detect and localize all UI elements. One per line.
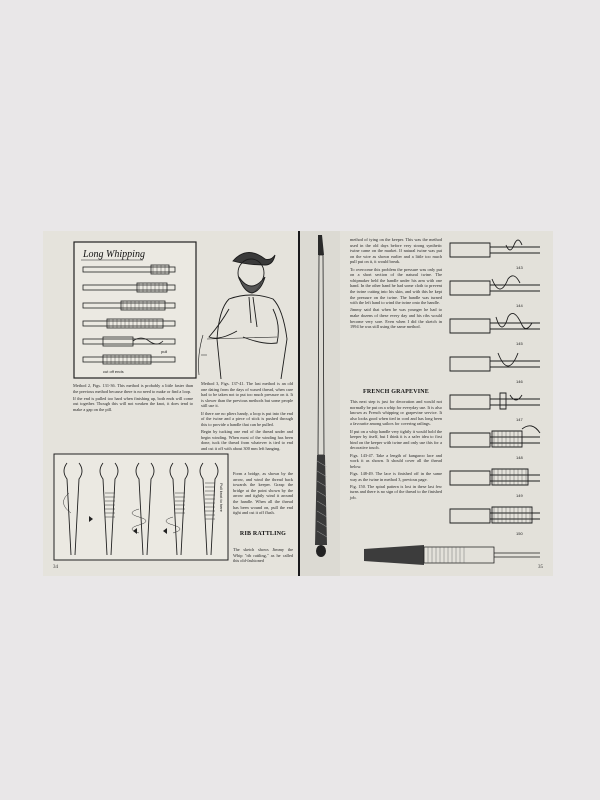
rib-rattling-heading: RIB RATTLING xyxy=(239,531,287,537)
fig-number-145: 145 xyxy=(516,341,523,346)
fig-number-148: 148 xyxy=(516,455,523,460)
figs-paragraph-c: Fig. 150. The spiral pattern is lost in these last few turns and there is no sign of the thread to the finished job. xyxy=(350,483,442,500)
right-paragraph-top: method of tying on the keeper. This was the method used in the old days before very strong synthetic twine came on the market. If natural twine was put on the wire as shown earlier and a little too much pull put on it, it would break. xyxy=(350,237,442,265)
pull-label: pull xyxy=(161,349,168,354)
method3-text xyxy=(201,381,293,453)
fig-number-150: 150 xyxy=(516,531,523,536)
method3-paragraph: Method 3, Figs. 137-41. The last method is an old one dating from the days of waxed thread, when care had to be taken not to put too much pressure on it. It is slower than the previous methods but some people still use it. xyxy=(201,381,293,409)
whipping-stages-illustration xyxy=(53,453,229,561)
method3-paragraph-c: Begin by tucking one end of the thread under and begin winding. When most of the winding has been done, tuck the thread from whatever is tied to end and cut it off with about 300 mm left hanging. xyxy=(201,428,293,451)
pull-knot-label: Pull knot to here xyxy=(219,483,224,512)
box-caption: cut off ends xyxy=(103,369,124,374)
fig-number-146: 146 xyxy=(516,379,523,384)
method2-paragraph: Method 2, Figs. 131-36. This method is probably a little faster than the previous method because there is no need to make or find a loop. xyxy=(73,383,193,394)
method2-text xyxy=(73,383,193,414)
method3-text-d xyxy=(233,471,293,517)
french-grapevine-heading: FRENCH GRAPEVINE xyxy=(362,389,430,395)
rib-rattling-text xyxy=(233,547,293,565)
method3-paragraph-d: Form a bridge, as shown by the arrow, and wind the thread back towards the keeper. Grasp the bridge at the point shown by the arrow and tightly wind it around the handle. When all the thread has been wound on, pull the end tight and cut it off flush. xyxy=(233,471,293,516)
book-spread xyxy=(43,231,553,576)
method2-paragraph-b: If the end is pulled too hard when finishing up, both ends will come out together. Though this will not weaken the knot, it does tend to make a gap on the pill. xyxy=(73,395,193,412)
french-paragraph-b: If put on a whip handle very tightly it would hold the keeper by itself, but I think it is a safer idea to first bind on the keeper with twine and only use this for a decorative touch. xyxy=(350,428,442,451)
fig-number-149: 149 xyxy=(516,493,523,498)
figs-paragraph: Figs. 143-47. Take a length of kangaroo lace and work it as shown. It should cover all the thread below. xyxy=(350,452,442,469)
fig-number-144: 144 xyxy=(516,303,523,308)
french-paragraph: This next step is just for decoration and would not normally be put on a whip for everyday use. It is also known as French whipping or grapevine service. It also looks good when tied in cord and has long been a favourite among sailors for covering railings. xyxy=(350,399,442,427)
figs-paragraph-b: Figs. 148-49. The lace is finished off in the same way as the twine in method 3, previous page. xyxy=(350,470,442,482)
fig-number-143: 143 xyxy=(516,265,523,270)
right-paragraph-overcome: To overcome this problem the pressure was only put on a short section of the natural twine. The whipmaker held the handle under his arm with one hand. In the other hand he had some cloth to prevent the twine cutting into his skin, and with this he kept the pressure on the twine. The handle was turned with the left hand to wind the twine onto the handle. xyxy=(350,266,442,306)
method3-paragraph-b: If there are no pliers handy, a loop is put into the end of the twine and a piece of stick is pushed through this to provide a handle that can be pulled. xyxy=(201,410,293,427)
fig-number-147: 147 xyxy=(516,417,523,422)
french-grapevine-figures xyxy=(446,233,552,543)
right-paragraph-jimmy: Jimmy said that when he was younger he had to make dozens of these every day and his ribs would become very sore. Even when I did the sketch in 1994 he was still using the same method. xyxy=(350,307,442,330)
rib-rattling-paragraph: The sketch shows Jimmy the Whip "rib rattling," as he called this old-fashioned xyxy=(233,547,293,564)
long-whipping-illustration xyxy=(73,241,197,381)
whipmaker-sketch xyxy=(193,239,293,379)
page-number-right: 35 xyxy=(538,565,543,570)
right-top-text xyxy=(350,237,442,331)
whip-handle-drawing xyxy=(300,231,340,576)
left-page xyxy=(43,231,298,576)
box-title: Long Whipping xyxy=(83,249,145,260)
finished-handle-drawing xyxy=(362,541,542,571)
right-page xyxy=(300,231,553,576)
french-grapevine-text xyxy=(350,399,442,502)
page-number-left: 34 xyxy=(53,565,58,570)
